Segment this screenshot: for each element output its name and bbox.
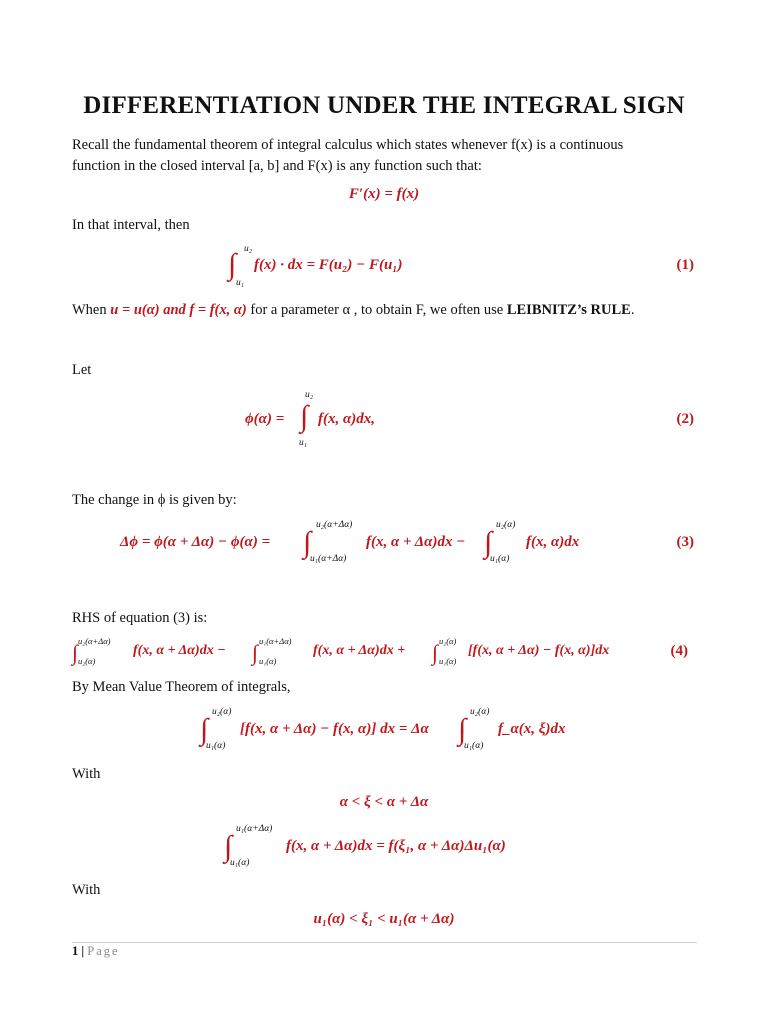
mean-value-theorem-text: By Mean Value Theorem of integrals, — [72, 679, 291, 695]
integral-sign-eq4-c: ∫ — [432, 640, 439, 665]
mvt-lower-limit-2: u₁(α) — [464, 741, 484, 751]
eq3-lower-limit-1: u₁(α+Δα) — [310, 554, 347, 564]
equation-1-number: (1) — [676, 257, 694, 273]
integral-sign-mvt-a: ∫ — [200, 713, 209, 746]
eq3-lower-limit-2: u₁(α) — [490, 554, 510, 564]
eq4-upper-limit-1: u₂(α+Δα) — [78, 636, 111, 646]
eq4-upper-limit-3: u₂(α) — [439, 636, 457, 646]
equation-4-number: (4) — [670, 643, 688, 659]
footer-separator: | — [81, 944, 85, 958]
page-label: Page — [87, 944, 120, 958]
intro-line-1: Recall the fundamental theorem of integral calculus which states whenever f(x) is a continuous — [72, 137, 624, 153]
integral-sign-eq3-a: ∫ — [303, 526, 312, 559]
equation-3-middle: f(x, α + Δα)dx − — [366, 534, 466, 550]
mvt-upper-limit-1: u₂(α) — [212, 707, 232, 717]
equation-4-term-3: [f(x, α + Δα) − f(x, α)]dx — [468, 643, 610, 658]
mvt-term-1: [f(x, α + Δα) − f(x, α)] dx = Δα — [240, 721, 429, 737]
eq3-upper-limit-1: u₂(α+Δα) — [316, 520, 353, 530]
integral-sign-eq1: ∫ — [228, 248, 237, 281]
eq1-upper-limit: u₂ — [244, 244, 253, 254]
page-title: DIFFERENTIATION UNDER THE INTEGRAL SIGN — [83, 92, 685, 119]
eq4-upper-limit-2: u₁(α+Δα) — [259, 636, 292, 646]
in-that-interval-text: In that interval, then — [72, 217, 190, 233]
integral-sign-mvt-b: ∫ — [458, 713, 467, 746]
eq3-upper-limit-2: u₂(α) — [496, 520, 516, 530]
mvt-term-2: f_α(x, ξ)dx — [498, 721, 566, 737]
eq2-upper-limit: u₂ — [305, 390, 314, 400]
rhs-text: RHS of equation (3) is: — [72, 610, 208, 626]
integral-sign-eq5: ∫ — [224, 830, 233, 863]
integral-sign-eq4-c-wrap — [432, 642, 438, 664]
integral-sign-eq4-b: ∫ — [252, 640, 259, 665]
integral-sign-eq4-b-wrap — [252, 642, 258, 664]
page-number: 1 — [72, 944, 79, 958]
equation-4-term-1: f(x, α + Δα)dx − — [133, 643, 226, 658]
inequality-xi1: u₁(α) < ξ₁ < u₁(α + Δα) — [313, 911, 455, 927]
equation-2-body: f(x, α)dx, — [318, 411, 376, 427]
integral-sign-eq3-b: ∫ — [484, 526, 493, 559]
eq5-upper-limit: u₁(α+Δα) — [236, 824, 273, 834]
with-text-2: With — [72, 882, 101, 898]
eq4-lower-limit-3: u₁(α) — [439, 656, 457, 666]
when-prefix: When — [72, 302, 107, 318]
leibniz-intro-line — [72, 300, 634, 321]
footer-divider — [72, 942, 697, 943]
when-suffix: for a parameter α , to obtain F, we often use — [250, 302, 504, 318]
with-text-1: With — [72, 766, 101, 782]
integral-sign-eq2: ∫ — [300, 400, 309, 433]
mvt-lower-limit-1: u₁(α) — [206, 741, 226, 751]
eq2-lower-limit: u₁ — [299, 438, 308, 448]
mvt-upper-limit-2: u₂(α) — [470, 707, 490, 717]
equation-fprime: F′(x) = f(x) — [348, 186, 420, 202]
when-definition: u = u(α) and f = f(x, α) — [110, 302, 247, 318]
intro-line-2: function in the closed interval [a, b] and F(x) is any function such that: — [72, 158, 482, 174]
equation-1: f(x) · dx = F(u₂) − F(u₁) — [254, 257, 403, 273]
eq1-lower-limit: u₁ — [236, 278, 245, 288]
eq5-lower-limit: u₁(α) — [230, 858, 250, 868]
inequality-xi: α < ξ < α + Δα — [339, 794, 429, 810]
equation-3-number: (3) — [676, 534, 694, 550]
let-text: Let — [72, 362, 92, 378]
equation-5: f(x, α + Δα)dx = f(ξ₁, α + Δα)Δu₁(α) — [286, 838, 506, 854]
eq4-lower-limit-2: u₁(α) — [259, 656, 277, 666]
equation-2-number: (2) — [676, 411, 694, 427]
integral-sign-eq4-a: ∫ — [72, 640, 79, 665]
equation-2-lhs: ϕ(α) = — [245, 411, 285, 427]
leibniz-rule: LEIBNITZ’s RULE — [506, 302, 631, 318]
period: . — [630, 302, 635, 318]
equation-3-lhs: Δϕ = ϕ(α + Δα) − ϕ(α) = — [120, 534, 271, 550]
change-in-phi-text: The change in ϕ is given by: — [72, 492, 237, 508]
page-footer — [72, 944, 120, 959]
equation-4-term-2: f(x, α + Δα)dx + — [313, 643, 406, 658]
eq4-lower-limit-1: u₂(α) — [78, 656, 96, 666]
equation-3-end: f(x, α)dx — [526, 534, 580, 550]
